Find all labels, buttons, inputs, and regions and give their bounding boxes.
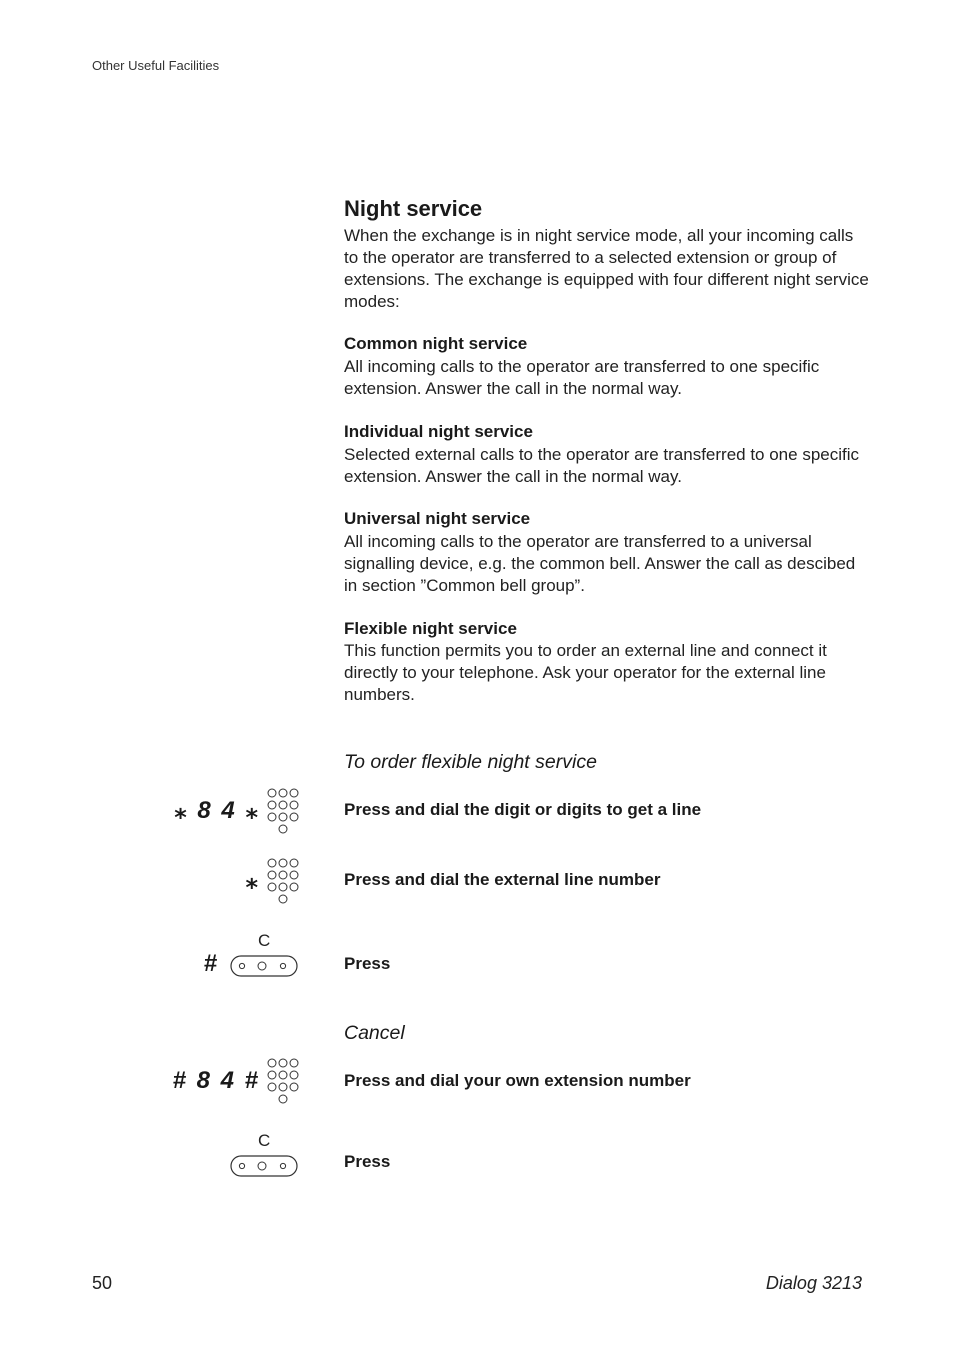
step-press-clear: Press <box>344 1152 391 1171</box>
svg-text:C: C <box>258 1131 271 1150</box>
order-heading: To order flexible night service <box>344 751 597 773</box>
cancel-heading: Cancel <box>344 1022 405 1044</box>
mode-heading-common: Common night service <box>344 334 528 353</box>
mode-heading-universal: Universal night service <box>344 509 531 528</box>
page-title: Night service <box>344 196 483 221</box>
clear-key-icon <box>228 930 300 980</box>
step-dial-external-number: Press and dial the external line number <box>344 870 661 889</box>
intro-paragraph: When the exchange is in night service mode, all your incoming calls to the operator are transferred to a selected extension or group of extensions. The exchange is equipped with four different night service modes: <box>344 226 869 311</box>
mode-text-universal: All incoming calls to the operator are transferred to a universal signalling device, e.g. the common bell. Answer the call as descibed in section ”Common bell group”. <box>344 532 856 595</box>
product-name: Dialog 3213 <box>765 1273 862 1293</box>
step-dial-own-extension: Press and dial your own extension number <box>344 1071 691 1090</box>
svg-text:C: C <box>258 931 271 950</box>
step-dial-line-digits: Press and dial the digit or digits to get a line <box>344 800 702 819</box>
mode-text-common: All incoming calls to the operator are transferred to one specific extension. Answer the call in the normal way. <box>344 357 820 398</box>
clear-key-icon <box>228 1130 300 1180</box>
keypad-icon <box>264 1055 304 1107</box>
step-press-hash: Press <box>344 954 391 973</box>
mode-heading-individual: Individual night service <box>344 422 533 441</box>
running-header: Other Useful Facilities <box>92 58 220 73</box>
mode-heading-flexible: Flexible night service <box>344 619 517 638</box>
key-hash: # <box>203 950 219 977</box>
keypad-icon <box>264 855 304 907</box>
keypad-icon <box>264 785 304 837</box>
page-number: 50 <box>92 1273 113 1293</box>
key-star: ⁎ <box>245 867 260 894</box>
key-sequence-star-84-star: ⁎ 8 4 ⁎ <box>174 797 260 824</box>
key-sequence-hash-84-hash: # 8 4 # <box>172 1067 260 1094</box>
mode-text-flexible: This function permits you to order an external line and connect it directly to your telephone. Ask your operator for the external line numbers. <box>344 641 827 704</box>
mode-text-individual: Selected external calls to the operator are transferred to one specific extension. Answer the call in the normal way. <box>344 445 860 486</box>
